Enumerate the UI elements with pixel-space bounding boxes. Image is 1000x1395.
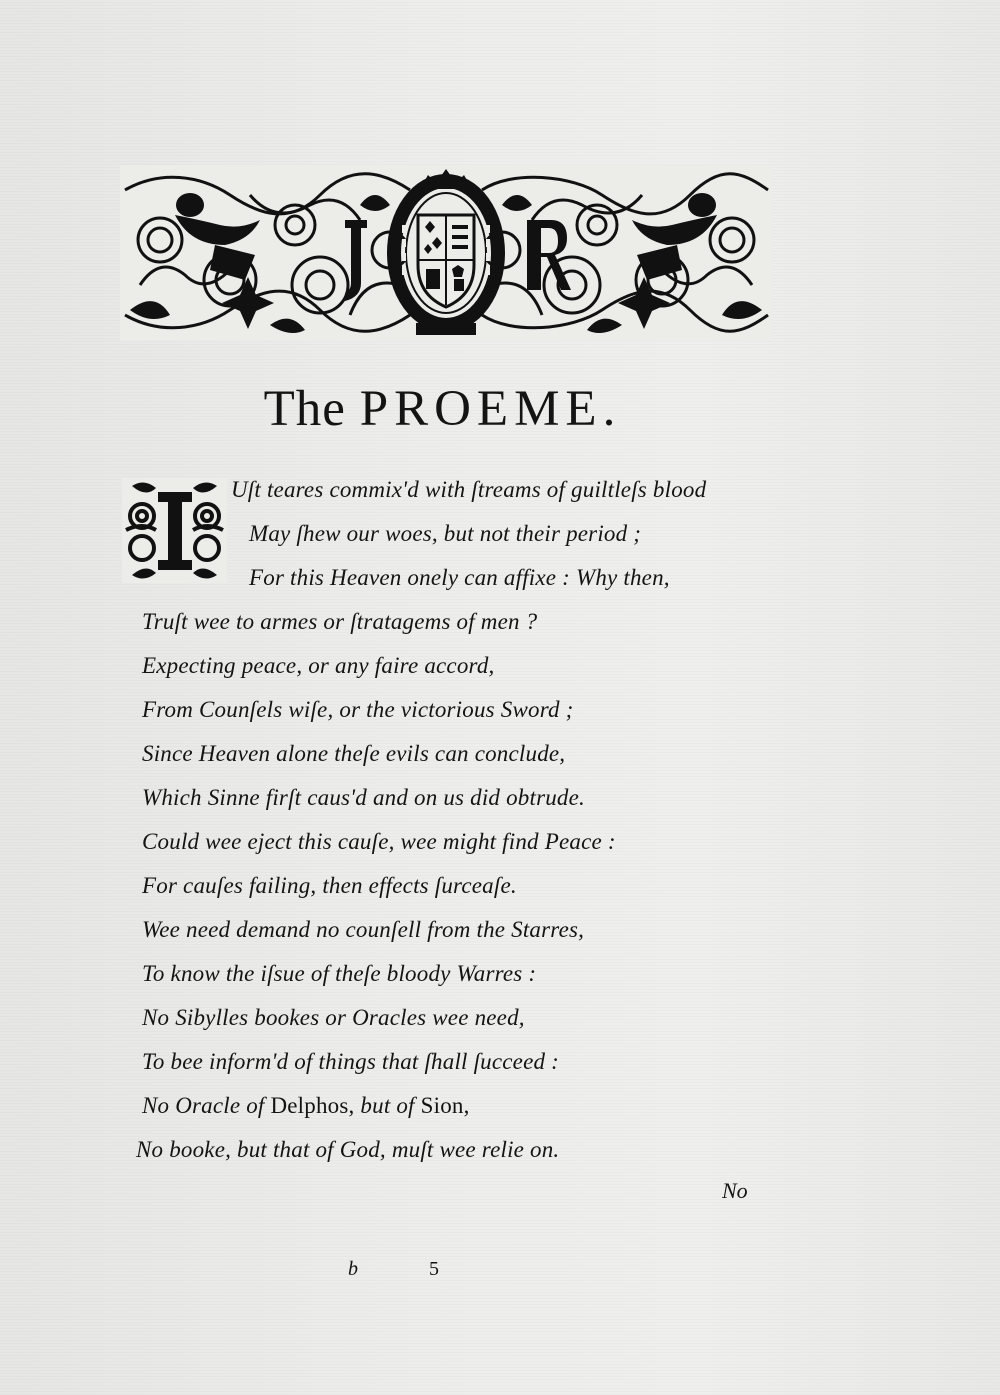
verse-line-15-part-3: but of (354, 1093, 421, 1118)
verse-line-14: To bee inform'd of things that ſhall ſucceed : (142, 1049, 560, 1074)
decorated-initial-i (122, 478, 227, 583)
verse-line-15 (142, 1093, 470, 1119)
catchword: No (722, 1178, 748, 1203)
place-name-delphos: Delphos, (270, 1093, 355, 1118)
verse-line-12: To know the iſsue of theſe bloody Warres : (142, 961, 537, 986)
verse-line-3: For this Heaven onely can affixe : Why then, (249, 565, 670, 590)
verse-line-15-part-1: No Oracle of (142, 1093, 271, 1118)
verse-line-10: For cauſes failing, then effects ſurceaſe. (142, 873, 517, 898)
page-title (0, 380, 885, 438)
verse-line-6: From Counſels wiſe, or the victorious Sword ; (142, 697, 574, 722)
verse-line-1: Uſt teares commix'd with ſtreams of guiltleſs blood (231, 477, 707, 502)
title-word-proeme: PROEME. (359, 381, 622, 437)
place-name-sion: Sion, (420, 1093, 470, 1118)
verse-line-16: No booke, but that of God, muſt wee relie on. (136, 1137, 560, 1162)
verse-line-5: Expecting peace, or any faire accord, (142, 653, 495, 678)
verse-line-2: May ſhew our woes, but not their period ; (249, 521, 642, 546)
signature-mark: b (348, 1258, 358, 1280)
verse-line-4: Truſt wee to armes or ſtratagems of men ? (142, 609, 538, 634)
page-number: 5 (429, 1258, 439, 1280)
verse-line-7: Since Heaven alone theſe evils can conclude, (142, 741, 566, 766)
verse-line-13: No Sibylles bookes or Oracles wee need, (142, 1005, 525, 1030)
royal-arms-headpiece-ornament (120, 165, 772, 341)
verse-line-8: Which Sinne firſt caus'd and on us did obtrude. (142, 785, 585, 810)
title-word-the: The (263, 381, 346, 437)
verse-line-11: Wee need demand no counſell from the Starres, (142, 917, 585, 942)
verse-line-9: Could wee eject this cauſe, wee might find Peace : (142, 829, 616, 854)
